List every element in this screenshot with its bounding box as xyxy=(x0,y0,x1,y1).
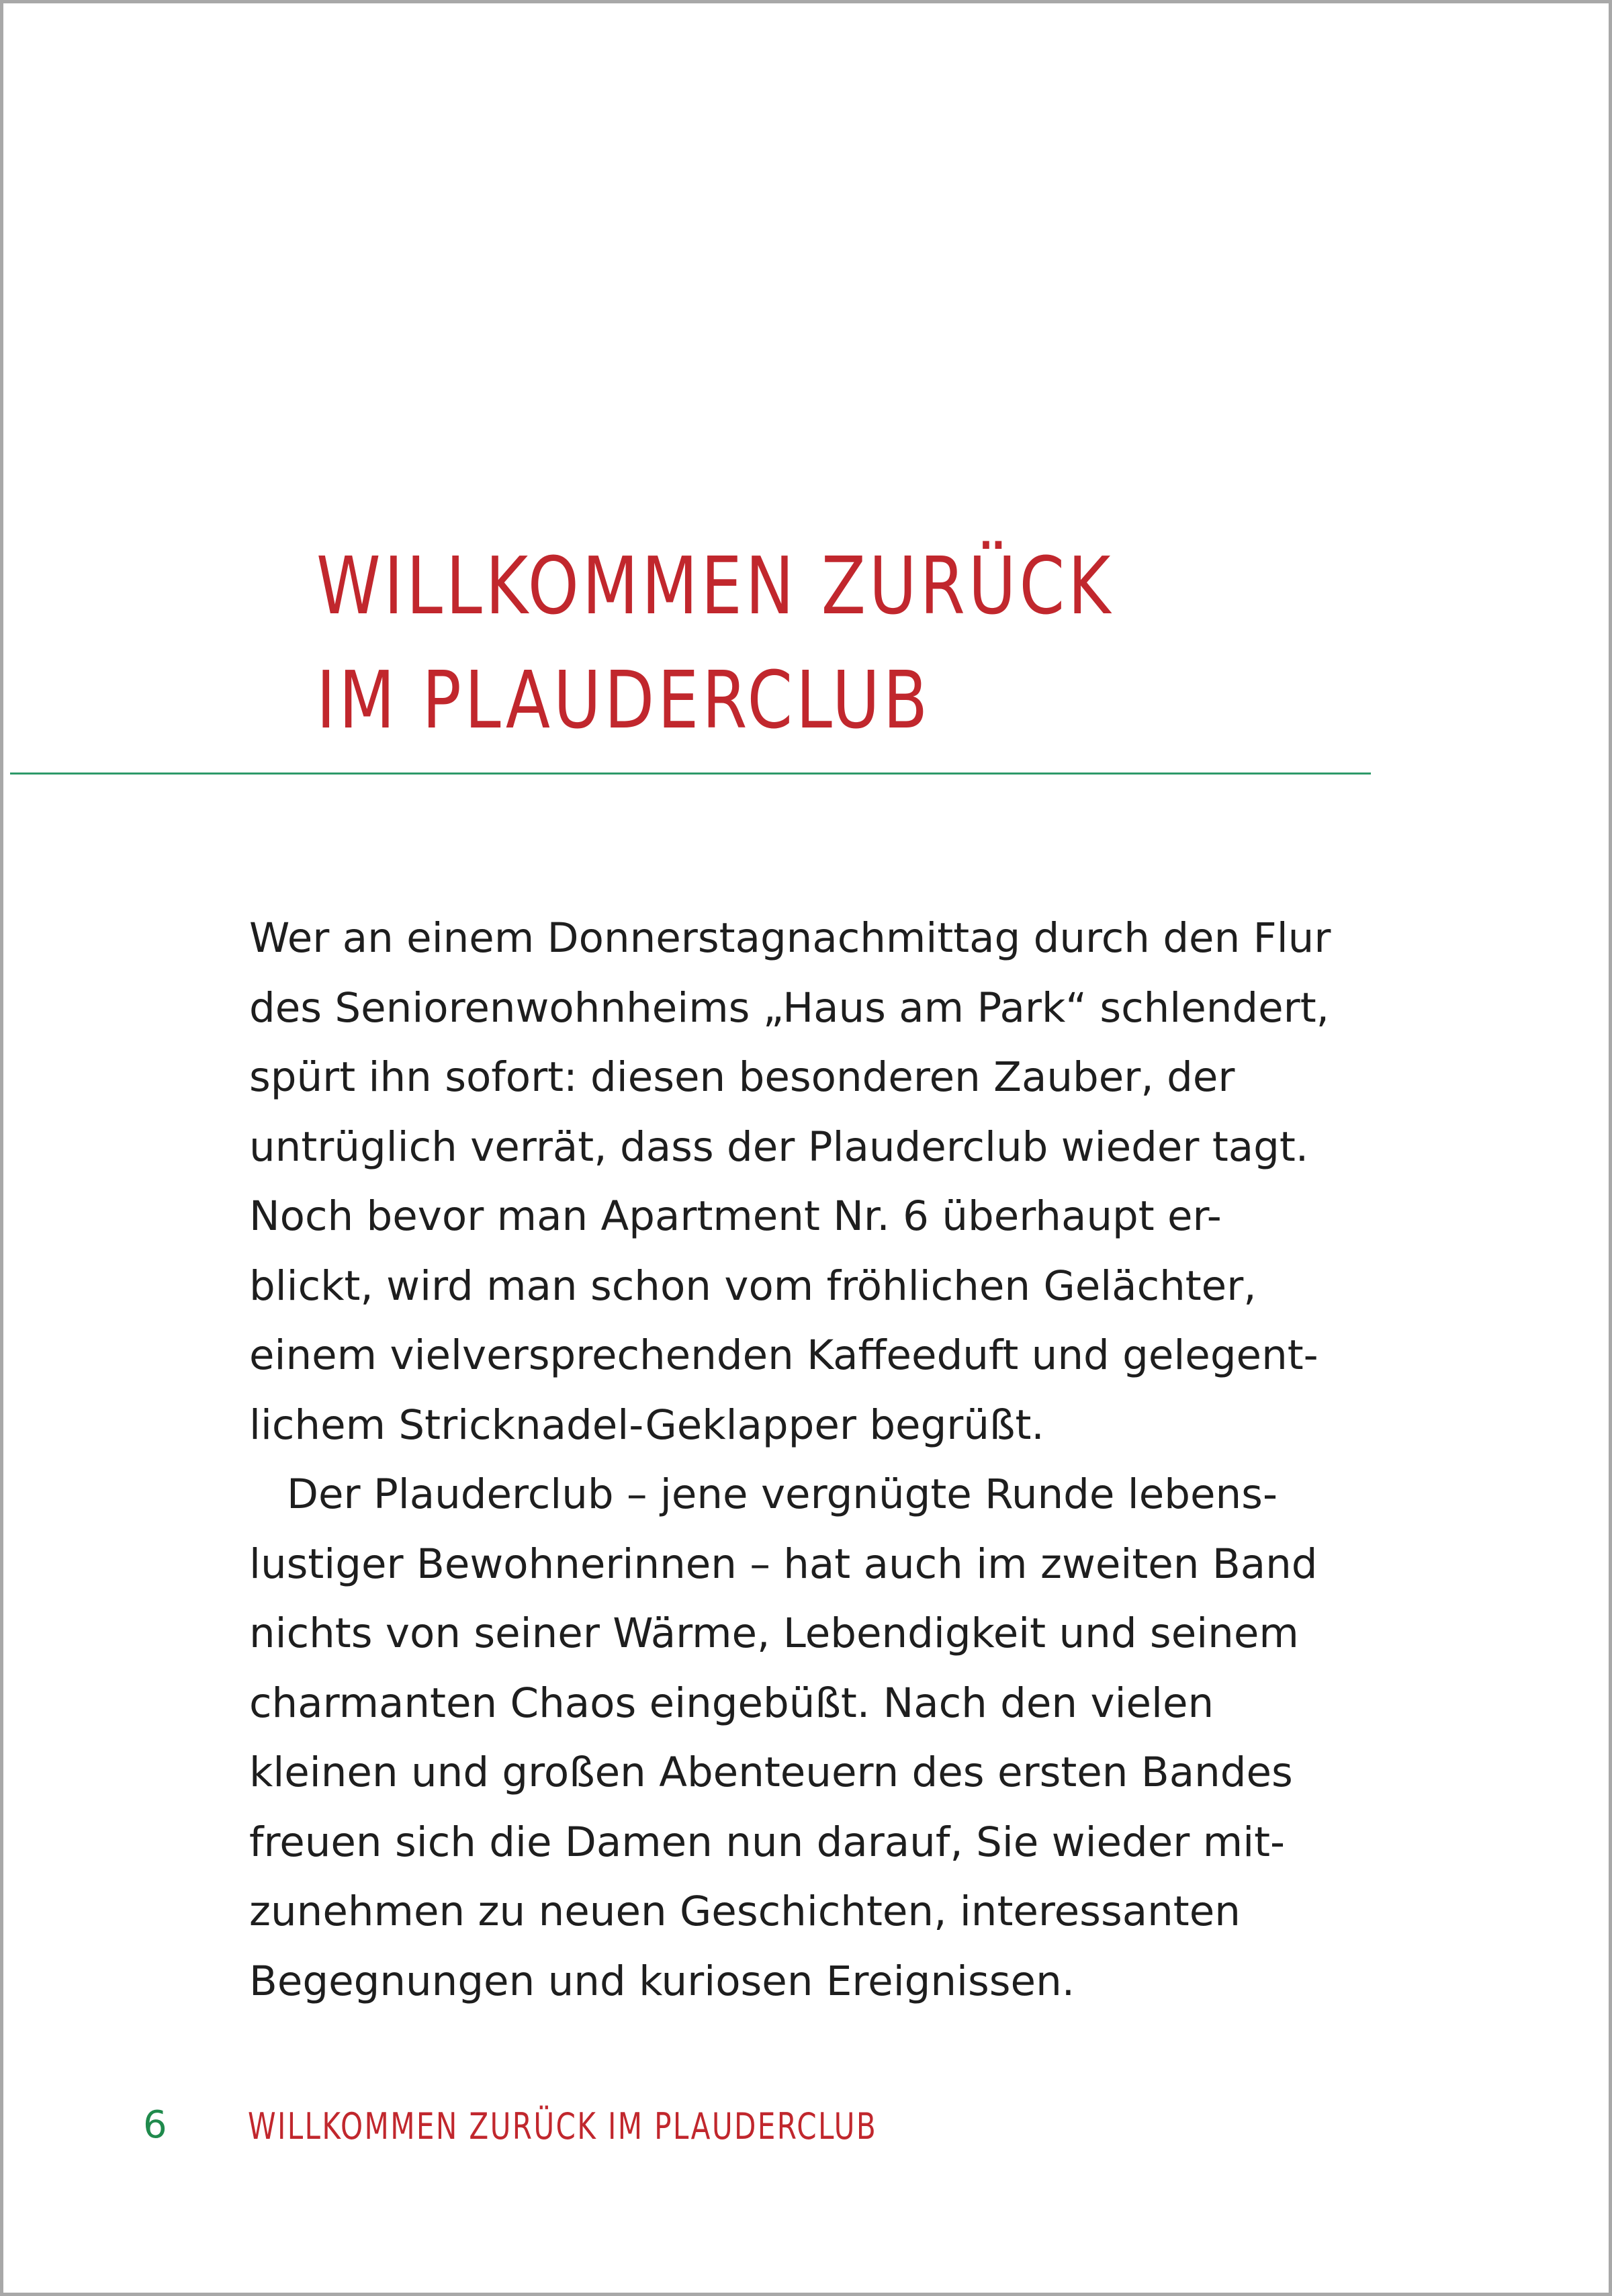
body-line: untrüglich verrät, dass der Plauderclub wieder tagt. xyxy=(249,1122,1309,1171)
page-number: 6 xyxy=(143,2103,167,2147)
body-line: Noch bevor man Apartment Nr. 6 überhaupt er- xyxy=(249,1192,1222,1240)
body-line: einem vielversprechenden Kaffeeduft und gelegent- xyxy=(249,1331,1318,1379)
chapter-title-line-2: IM PLAUDERCLUB xyxy=(316,654,932,746)
body-line: Begegnungen und kuriosen Ereignissen. xyxy=(249,1957,1075,2005)
body-line: lustiger Bewohnerinnen – hat auch im zweiten Band xyxy=(249,1540,1318,1588)
chapter-title xyxy=(316,529,1114,757)
body-line: Wer an einem Donnerstagnachmittag durch den Flur xyxy=(249,914,1331,962)
body-line-paragraph-start: Der Plauderclub – jene vergnügte Runde lebens- xyxy=(287,1470,1278,1518)
body-line: spürt ihn sofort: diesen besonderen Zauber, der xyxy=(249,1053,1235,1101)
chapter-title-line-1: WILLKOMMEN ZURÜCK xyxy=(316,539,1114,632)
body-line: kleinen und großen Abenteuern des ersten Bandes xyxy=(249,1749,1293,1796)
body-line: charmanten Chaos eingebüßt. Nach den vielen xyxy=(249,1679,1214,1727)
body-line: lichem Stricknadel-Geklapper begrüßt. xyxy=(249,1401,1044,1449)
running-title: WILLKOMMEN ZURÜCK IM PLAUDERCLUB xyxy=(248,2105,878,2148)
body-line: zunehmen zu neuen Geschichten, interessanten xyxy=(249,1888,1241,1935)
body-line: nichts von seiner Wärme, Lebendigkeit und seinem xyxy=(249,1609,1299,1657)
body-text xyxy=(249,903,1391,2016)
title-divider xyxy=(10,772,1371,775)
body-line: freuen sich die Damen nun darauf, Sie wieder mit- xyxy=(249,1818,1286,1866)
body-line: des Seniorenwohnheims „Haus am Park“ schlendert, xyxy=(249,983,1330,1032)
body-line: blickt, wird man schon vom fröhlichen Gelächter, xyxy=(249,1262,1257,1310)
